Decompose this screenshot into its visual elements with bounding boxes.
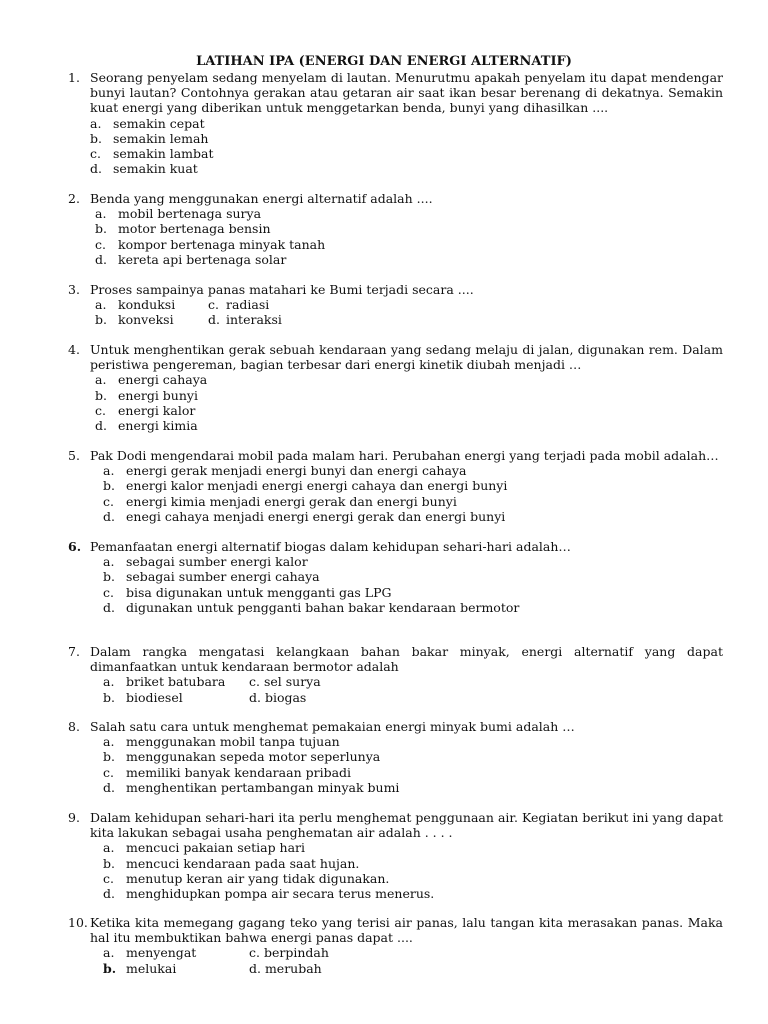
option-d: d. enegi cahaya menjadi energi energi gerak dan energi bunyi [103, 508, 506, 524]
question-text: Pemanfaatan energi alternatif biogas dalam kehidupan sehari-hari adalah… [90, 539, 571, 554]
question-text: Dalam kehidupan sehari-hari ita perlu menghemat penggunaan air. Kegiatan berikut ini yang dapat kita lakukan sebagai usaha penghematan air adalah . . . . [90, 810, 723, 841]
question-number: 1. [68, 70, 80, 85]
question-number: 9. [68, 810, 80, 825]
option-c: c. menutup keran air yang tidak digunakan. [103, 870, 390, 886]
option-a: a. konduksi [95, 297, 176, 313]
question-5 [68, 448, 723, 524]
question-number: 2. [68, 191, 80, 206]
option-d: d. menghidupkan pompa air secara terus menerus. [103, 885, 435, 901]
option-d: d. digunakan untuk pengganti bahan bakar kendaraan bermotor [103, 599, 520, 615]
option-b: b. energi bunyi [95, 387, 198, 403]
option-d: d. interaksi [208, 312, 282, 328]
page-title: LATIHAN IPA (ENERGI DAN ENERGI ALTERNATIF) [196, 54, 572, 69]
option-b: b. motor bertenaga bensin [95, 221, 271, 237]
question-3 [68, 282, 723, 328]
option-b: b. biodiesel [103, 689, 183, 705]
option-b: b. melukai [103, 960, 177, 976]
question-number: 8. [68, 719, 80, 734]
option-b: b. menggunakan sepeda motor seperlunya [103, 749, 381, 765]
option-a: a. menyengat [103, 945, 197, 961]
option-d: d. menghentikan pertambangan minyak bumi [103, 779, 400, 795]
option-row [103, 690, 723, 705]
option-row [103, 945, 723, 960]
option-d: d. semakin kuat [90, 161, 198, 177]
question-text: Salah satu cara untuk menghemat pemakaian energi minyak bumi adalah … [90, 719, 575, 734]
option-a: a. briket batubara [103, 674, 226, 690]
option-c: c. bisa digunakan untuk mengganti gas LPG [103, 584, 392, 600]
option-a: a. energi gerak menjadi energi bunyi dan energi cahaya [103, 463, 467, 479]
option-a: a. mencuci pakaian setiap hari [103, 840, 306, 856]
question-4 [68, 342, 723, 433]
question-number: 5. [68, 448, 80, 463]
question-number: 6. [68, 539, 82, 554]
option-b: b. konveksi [95, 312, 174, 328]
question-8 [68, 719, 723, 795]
question-number: 10. [68, 915, 88, 930]
option-a: a. menggunakan mobil tanpa tujuan [103, 734, 340, 750]
option-c: c. energi kalor [95, 402, 196, 418]
question-text: Pak Dodi mengendarai mobil pada malam hari. Perubahan energi yang terjadi pada mobil adalah… [90, 448, 719, 463]
option-b: b. mencuci kendaraan pada saat hujan. [103, 855, 360, 871]
option-d: d. kereta api bertenaga solar [95, 251, 287, 267]
question-text: Dalam rangka mengatasi kelangkaan bahan bakar minyak, energi alternatif yang dapat dimanfaatkan untuk kendaraan bermotor adalah [90, 644, 723, 675]
option-a: a. mobil bertenaga surya [95, 206, 262, 222]
option-c: c. sel surya [249, 674, 321, 690]
question-6 [68, 539, 723, 615]
option-row [95, 297, 723, 312]
question-text: Proses sampainya panas matahari ke Bumi terjadi secara .... [90, 282, 474, 297]
question-10 [68, 915, 723, 976]
option-d: d. energi kimia [95, 417, 198, 433]
question-number: 4. [68, 342, 80, 357]
option-c: c. memiliki banyak kendaraan pribadi [103, 764, 352, 780]
question-text: Benda yang menggunakan energi alternatif adalah .... [90, 191, 433, 206]
option-b: b. energi kalor menjadi energi energi cahaya dan energi bunyi [103, 478, 508, 494]
option-row [103, 961, 723, 976]
question-7 [68, 644, 723, 705]
option-c: c. energi kimia menjadi energi gerak dan energi bunyi [103, 493, 457, 509]
option-d: d. biogas [249, 689, 307, 705]
option-c: c. berpindah [249, 945, 329, 961]
question-9 [68, 810, 723, 901]
question-number: 7. [68, 644, 80, 659]
option-c: c. semakin lambat [90, 145, 214, 161]
question-number: 3. [68, 282, 80, 297]
option-row [103, 674, 723, 689]
option-d: d. merubah [249, 960, 322, 976]
option-a: a. semakin cepat [90, 115, 205, 131]
question-text: Untuk menghentikan gerak sebuah kendaraan yang sedang melaju di jalan, digunakan rem. Dalam peristiwa pengereman, bagian terbesar dari energi kinetik diubah menjadi … [90, 342, 723, 373]
question-2 [68, 191, 723, 267]
option-b: b. sebagai sumber energi cahaya [103, 569, 320, 585]
option-a: a. sebagai sumber energi kalor [103, 554, 308, 570]
option-b: b. semakin lemah [90, 130, 209, 146]
option-row [95, 312, 723, 327]
question-text: Seorang penyelam sedang menyelam di lautan. Menurutmu apakah penyelam itu dapat mendengar bunyi lautan? Contohnya gerakan atau getaran air saat ikan besar berenang di dekatnya. Semakin kuat energi yang diberikan untuk menggetarkan benda, bunyi yang dihasilkan .... [90, 70, 723, 116]
question-text: Ketika kita memegang gagang teko yang terisi air panas, lalu tangan kita merasakan panas. Maka hal itu membuktikan bahwa energi panas dapat .... [90, 915, 723, 946]
question-1 [68, 70, 723, 176]
option-c: c. radiasi [208, 297, 270, 313]
option-c: c. kompor bertenaga minyak tanah [95, 236, 326, 252]
option-a: a. energi cahaya [95, 372, 208, 388]
